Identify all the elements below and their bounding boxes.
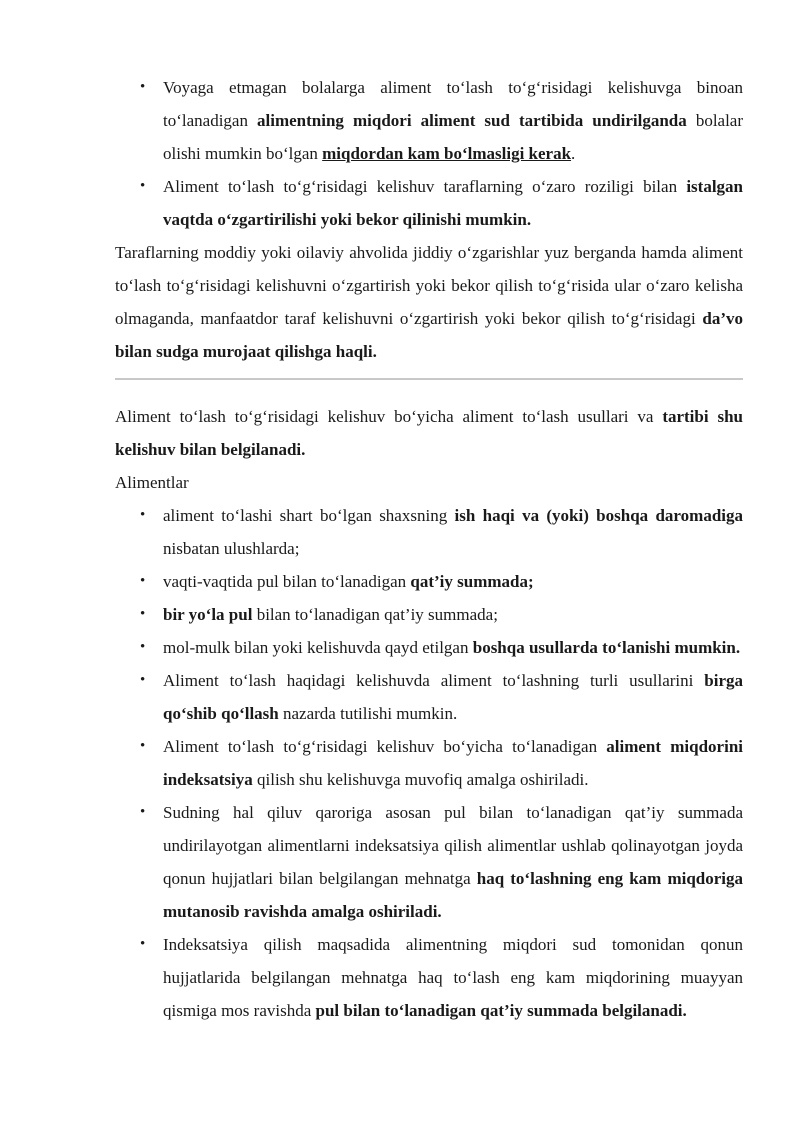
bold-text: bir yo‘la pul <box>163 605 253 624</box>
divider <box>115 378 743 380</box>
list-item: • Voyaga etmagan bolalarga aliment to‘lash to‘g‘risidagi kelishuvga binoan to‘lanadigan alimentning miqdori aliment sud tartibida undirilganda bolalar olishi mumkin bo‘lgan miqdordan kam bo‘lmasligi kerak. <box>115 71 743 170</box>
list-item: • aliment to‘lashi shart bo‘lgan shaxsning ish haqi va (yoki) boshqa daromadiga nisbatan ulushlarda; <box>115 499 743 565</box>
bold-text: qat’iy summada; <box>410 572 534 591</box>
bold-text: da’vo bilan sudga murojaat qilishga haqli. <box>115 309 743 361</box>
bold-text: istalgan vaqtda o‘zgartirilishi yoki bekor qilinishi mumkin. <box>163 177 743 229</box>
bold-text: pul bilan to‘lanadigan qat’iy summada belgilanadi. <box>315 1001 687 1020</box>
paragraph-methods: Aliment to‘lash to‘g‘risidagi kelishuv bo‘yicha aliment to‘lash usullari va tartibi shu kelishuv bilan belgilanadi. <box>115 407 743 459</box>
bold-text: alimentning miqdori aliment sud tartibida undirilganda <box>257 111 687 130</box>
bullet-list-1 <box>115 71 743 236</box>
list-item: • Sudning hal qiluv qaroriga asosan pul bilan to‘lanadigan qat’iy summada undirilayotgan alimentlarni indeksatsiya qilish alimentlar ushlab qolinayotgan joyda qonun hujjatlari bilan belgilangan mehnatga haq to‘lashning eng kam miqdoriga mutanosib ravishda amalga oshiriladi. <box>115 796 743 928</box>
list-item: • Indeksatsiya qilish maqsadida alimentning miqdori sud tomonidan qonun hujjatlarida belgilangan mehnatga haq to‘lash eng kam miqdorining muayyan qismiga mos ravishda pul bilan to‘lanadigan qat’iy summada belgilanadi. <box>115 928 743 1027</box>
paragraph-claim: Taraflarning moddiy yoki oilaviy ahvolida jiddiy o‘zgarishlar yuz berganda hamda aliment to‘lash to‘g‘risidagi kelishuvni o‘zgartirish yoki bekor qilish to‘g‘risida ular o‘zaro kelisha olmaganda, manfaatdor taraf kelishuvni o‘zgartirish yoki bekor qilish to‘g‘risidagi da’vo bilan sudga murojaat qilishga haqli. <box>115 243 743 361</box>
list-item: • Aliment to‘lash to‘g‘risidagi kelishuv taraflarning o‘zaro roziligi bilan istalgan vaqtda o‘zgartirilishi yoki bekor qilinishi mumkin. <box>115 170 743 236</box>
list-item: • Aliment to‘lash haqidagi kelishuvda aliment to‘lashning turli usullarini birga qo‘shib qo‘llash nazarda tutilishi mumkin. <box>115 664 743 730</box>
bold-text: haq to‘lashning eng kam miqdoriga mutanosib ravishda amalga oshiriladi. <box>163 869 744 921</box>
bold-text: ish haqi va (yoki) boshqa daromadiga <box>454 506 744 525</box>
list-item: • vaqti-vaqtida pul bilan to‘lanadigan qat’iy summada; <box>115 565 743 598</box>
underlined-text: miqdordan kam bo‘lmasligi kerak <box>322 144 572 163</box>
list-item: • mol-mulk bilan yoki kelishuvda qayd etilgan boshqa usullarda to‘lanishi mumkin. <box>115 631 743 664</box>
bold-text: birga qo‘shib qo‘llash <box>163 671 743 723</box>
list-item: • Aliment to‘lash to‘g‘risidagi kelishuv bo‘yicha to‘lanadigan aliment miqdorini indeksatsiya qilish shu kelishuvga muvofiq amalga oshiriladi. <box>115 730 743 796</box>
section-heading: Alimentlar <box>115 473 189 492</box>
bold-text: tartibi shu kelishuv bilan belgilanadi. <box>115 407 743 459</box>
bullet-list-2 <box>115 499 743 1027</box>
list-item: • bir yo‘la pul bilan to‘lanadigan qat’iy summada; <box>115 598 743 631</box>
bold-text: aliment miqdorini indeksatsiya <box>163 737 743 789</box>
bold-text: boshqa usullarda to‘lanishi mumkin. <box>472 638 741 657</box>
